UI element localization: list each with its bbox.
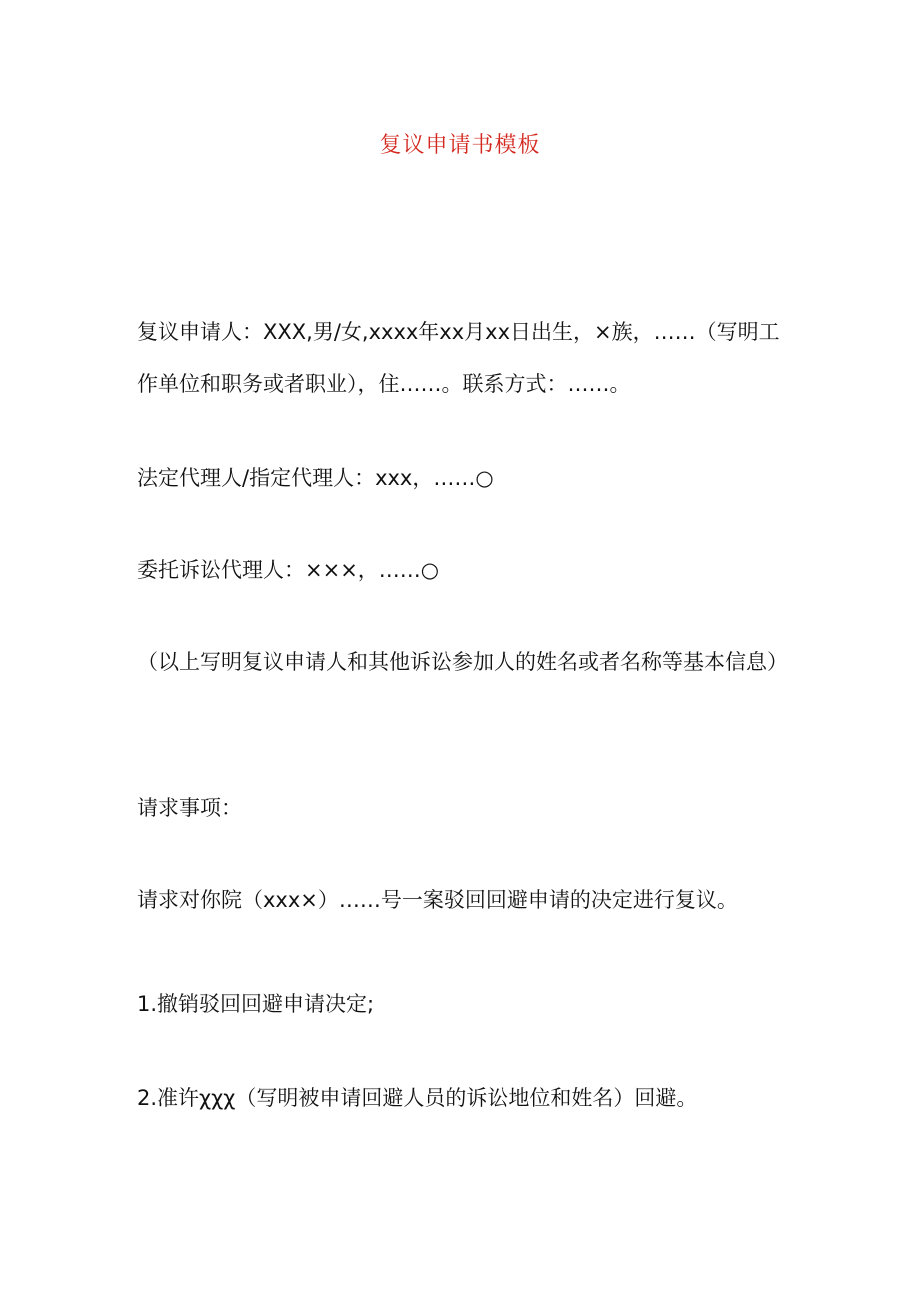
note-paragraph: （以上写明复议申请人和其他诉讼参加人的姓名或者名称等基本信息） (137, 650, 788, 674)
request-paragraph: 请求对你院（xxx×）……号一案驳回回避申请的决定进行复议。 (137, 888, 738, 912)
request-item-2: 2.准许χχχ（写明被申请回避人员的诉讼地位和姓名）回避。 (137, 1086, 698, 1110)
applicant-paragraph: 复议申请人：XXX,男/女,xxxx年xx月xx日出生，×族，……（写明工作单位和职务或者职业），住……。联系方式：……。 (137, 320, 780, 396)
entrusted-agent-paragraph: 委托诉讼代理人：×××，……○ (137, 558, 440, 582)
request-heading: 请求事项： (137, 796, 242, 820)
legal-agent-paragraph: 法定代理人/指定代理人：xxx，……○ (137, 466, 494, 490)
request-item-1: 1.撤销驳回回避申请决定; (137, 992, 375, 1016)
document-title: 复议申请书模板 (379, 133, 541, 158)
